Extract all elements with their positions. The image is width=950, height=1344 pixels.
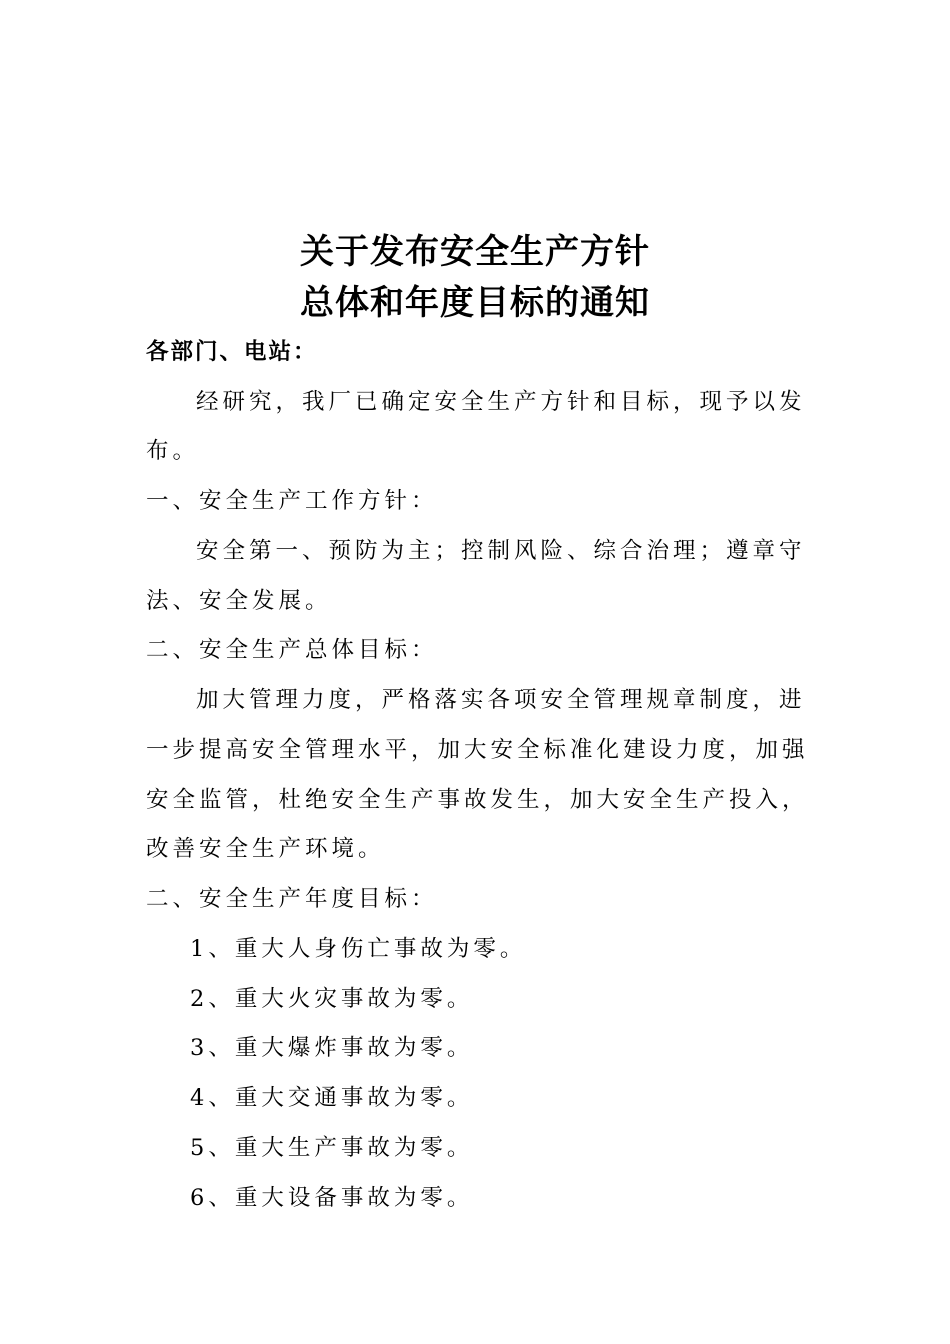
goal-item-6: 6、重大设备事故为零。 <box>190 1185 474 1211</box>
section2-line-4: 改善安全生产环境。 <box>146 836 385 862</box>
salutation: 各部门、电站： <box>146 339 318 365</box>
intro-line-1: 经研究，我厂已确定安全生产方针和目标，现予以发 <box>196 389 806 415</box>
goal-item-4: 4、重大交通事故为零。 <box>190 1085 474 1111</box>
section1-line-2: 法、安全发展。 <box>146 588 332 614</box>
section3-heading: 二、安全生产年度目标： <box>146 886 438 912</box>
goal-item-3: 3、重大爆炸事故为零。 <box>190 1035 474 1061</box>
document-title-line-1: 关于发布安全生产方针 <box>300 232 650 272</box>
section2-line-3: 安全监管，杜绝安全生产事故发生，加大安全生产投入， <box>146 787 809 813</box>
goal-item-5: 5、重大生产事故为零。 <box>190 1135 474 1161</box>
goal-item-2: 2、重大火灾事故为零。 <box>190 986 474 1012</box>
goal-item-1: 1、重大人身伤亡事故为零。 <box>190 936 527 962</box>
intro-line-2: 布。 <box>146 438 200 464</box>
document-title-line-2: 总体和年度目标的通知 <box>300 283 650 323</box>
section2-heading: 二、安全生产总体目标： <box>146 637 438 663</box>
section2-line-2: 一步提高安全管理水平，加大安全标准化建设力度，加强 <box>146 737 809 763</box>
section2-line-1: 加大管理力度，严格落实各项安全管理规章制度，进 <box>196 687 806 713</box>
section1-line-1: 安全第一、预防为主；控制风险、综合治理；遵章守 <box>196 538 806 564</box>
section1-heading: 一、安全生产工作方针： <box>146 488 438 514</box>
